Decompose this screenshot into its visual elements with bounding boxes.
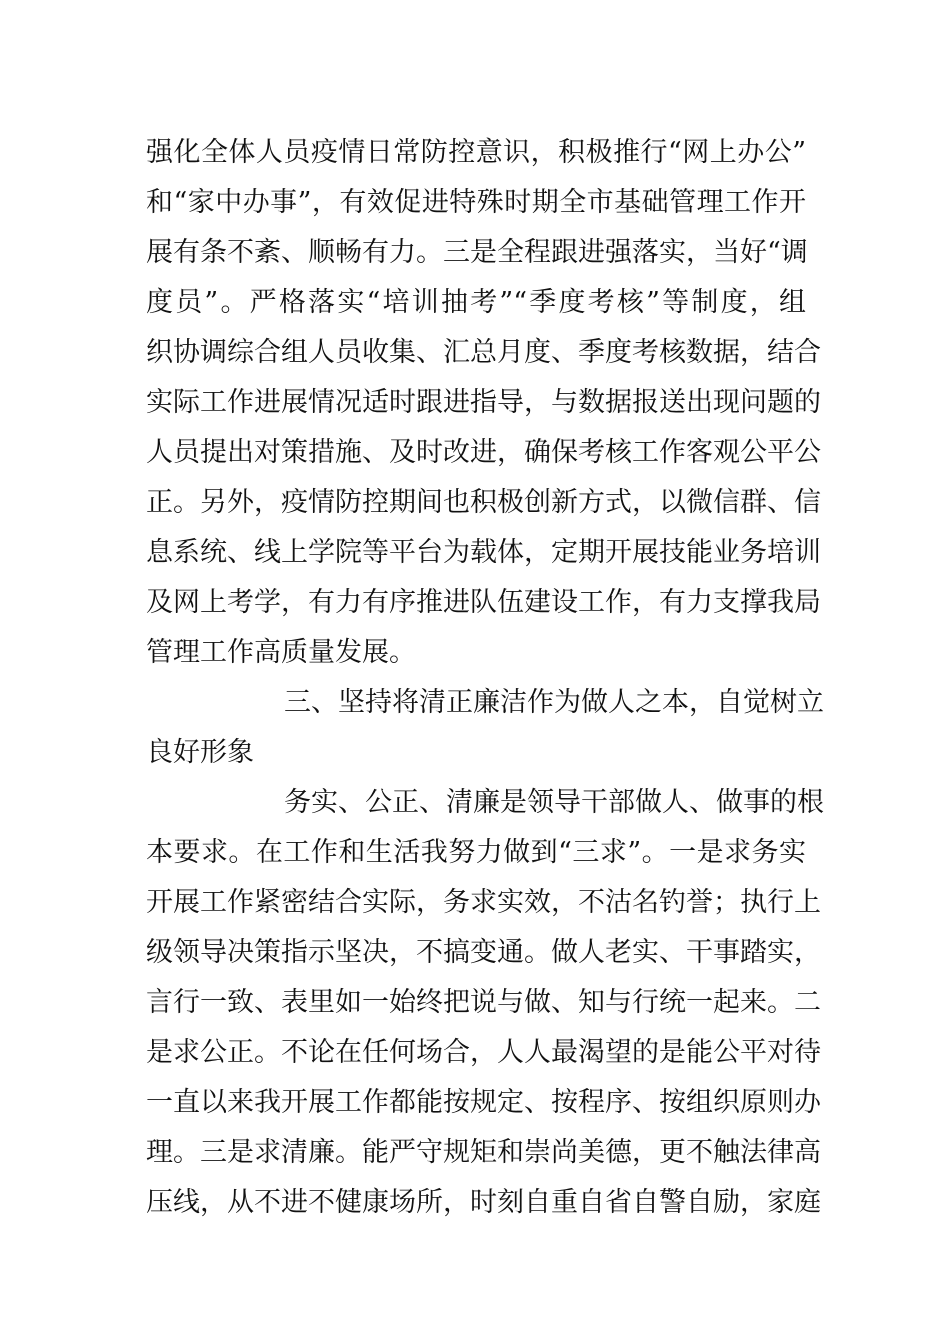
text-line: 言行一致、表里如一始终把说与做、知与行统一起来。二 [146, 987, 821, 1018]
section-heading-continued: 良好形象 [146, 737, 254, 768]
section-heading: 三、坚持将清正廉洁作为做人之本，自觉树立 [284, 687, 824, 718]
text-line: 人员提出对策措施、及时改进，确保考核工作客观公平公 [146, 437, 821, 468]
text-line: 实际工作进展情况适时跟进指导，与数据报送出现问题的 [146, 387, 821, 418]
text-line: 级领导决策指示坚决，不搞变通。做人老实、干事踏实， [146, 937, 821, 968]
text-line: 是求公正。不论在任何场合，人人最渴望的是能公平对待 [146, 1037, 821, 1068]
text-line: 一直以来我开展工作都能按规定、按程序、按组织原则办 [146, 1087, 821, 1118]
text-line: 及网上考学，有力有序推进队伍建设工作，有力支撑我局 [146, 587, 821, 618]
text-line: 度员”。严格落实“培训抽考”“季度考核”等制度，组 [146, 287, 806, 318]
text-line: 本要求。在工作和生活我努力做到“三求”。一是求务实 [146, 837, 806, 868]
text-line: 正。另外，疫情防控期间也积极创新方式，以微信群、信 [146, 487, 821, 518]
text-line: 开展工作紧密结合实际，务求实效，不沽名钓誉；执行上 [146, 887, 821, 918]
text-line: 织协调综合组人员收集、汇总月度、季度考核数据，结合 [146, 337, 821, 368]
text-line: 理。三是求清廉。能严守规矩和崇尚美德，更不触法律高 [146, 1137, 821, 1168]
text-line: 管理工作高质量发展。 [146, 637, 416, 668]
text-line: 和“家中办事”，有效促进特殊时期全市基础管理工作开 [146, 187, 806, 218]
text-line: 息系统、线上学院等平台为载体，定期开展技能业务培训 [146, 537, 821, 568]
paragraph-first-line: 务实、公正、清廉是领导干部做人、做事的根 [284, 787, 824, 818]
text-line: 强化全体人员疫情日常防控意识，积极推行“网上办公” [146, 137, 806, 168]
text-line: 展有条不紊、顺畅有力。三是全程跟进强落实，当好“调 [146, 237, 808, 268]
text-line: 压线，从不进不健康场所，时刻自重自省自警自励，家庭 [146, 1187, 821, 1218]
